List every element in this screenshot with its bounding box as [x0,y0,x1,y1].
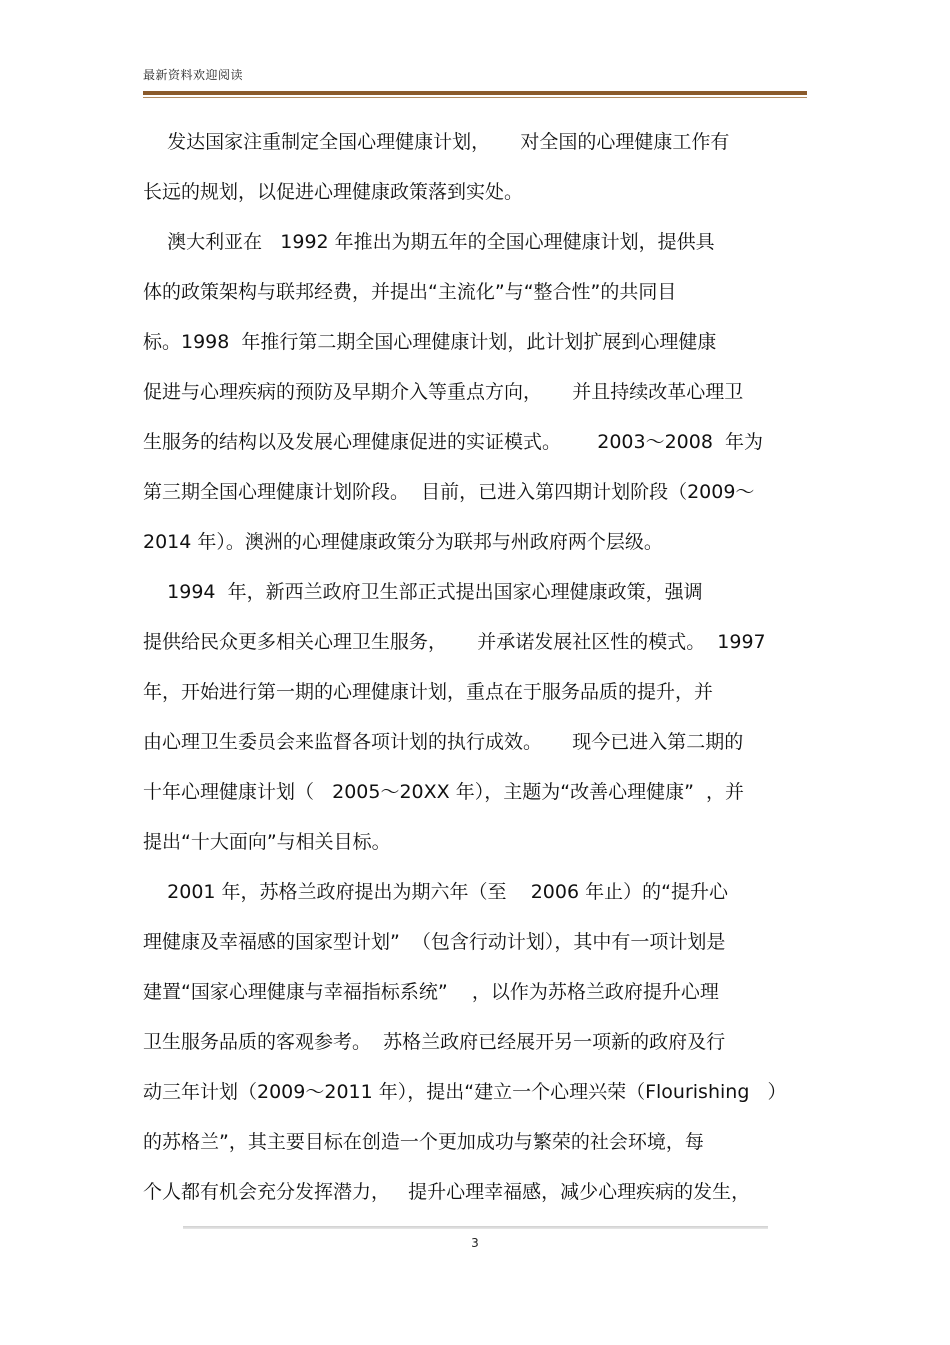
footer-rule [183,1226,768,1229]
text-line: 动三年计划（2009～2011 年），提出“建立一个心理兴荣（Flourishing ） [143,1081,787,1103]
text-line: 由心理卫生委员会来监督各项计划的执行成效。 现今已进入第二期的 [143,731,744,753]
text-line: 提出“十大面向”与相关目标。 [143,831,391,853]
text-line: 2014 年）。澳洲的心理健康政策分为联邦与州政府两个层级。 [143,531,663,553]
text-line: 个人都有机会充分发挥潜力， 提升心理幸福感，减少心理疾病的发生， [143,1181,751,1203]
text-line: 澳大利亚在 1992 年推出为期五年的全国心理健康计划，提供具 [143,231,715,253]
text-line: 标。1998 年推行第二期全国心理健康计划，此计划扩展到心理健康 [143,331,717,353]
text-line: 建置“国家心理健康与幸福指标系统” ，以作为苏格兰政府提升心理 [143,981,719,1003]
header-rule-thin [143,97,807,98]
page-number: 3 [471,1236,479,1250]
header-title: 最新资料欢迎阅读 [143,68,244,82]
text-line: 年，开始进行第一期的心理健康计划，重点在于服务品质的提升，并 [143,681,714,703]
text-line: 第三期全国心理健康计划阶段。 目前，已进入第四期计划阶段（2009～ [143,481,755,503]
text-line: 卫生服务品质的客观参考。 苏格兰政府已经展开另一项新的政府及行 [143,1031,726,1053]
text-line: 发达国家注重制定全国心理健康计划， 对全国的心理健康工作有 [143,131,730,153]
text-line: 的苏格兰”，其主要目标在创造一个更加成功与繁荣的社会环境，每 [143,1131,704,1153]
header-rule [143,91,807,95]
text-line: 促进与心理疾病的预防及早期介入等重点方向， 并且持续改革心理卫 [143,381,744,403]
text-line: 生服务的结构以及发展心理健康促进的实证模式。 2003～2008 年为 [143,431,764,453]
text-line: 长远的规划，以促进心理健康政策落到实处。 [143,181,524,203]
text-line: 体的政策架构与联邦经费，并提出“主流化”与“整合性”的共同目 [143,281,677,303]
text-line: 十年心理健康计划（ 2005～20XX 年），主题为“改善心理健康” ，并 [143,781,744,803]
text-line: 理健康及幸福感的国家型计划” （包含行动计划），其中有一项计划是 [143,931,726,953]
text-line: 1994 年，新西兰政府卫生部正式提出国家心理健康政策，强调 [143,581,703,603]
text-line: 2001 年，苏格兰政府提出为期六年（至 2006 年止）的“提升心 [143,881,728,903]
text-line: 提供给民众更多相关心理卫生服务， 并承诺发展社区性的模式。 1997 [143,631,766,653]
